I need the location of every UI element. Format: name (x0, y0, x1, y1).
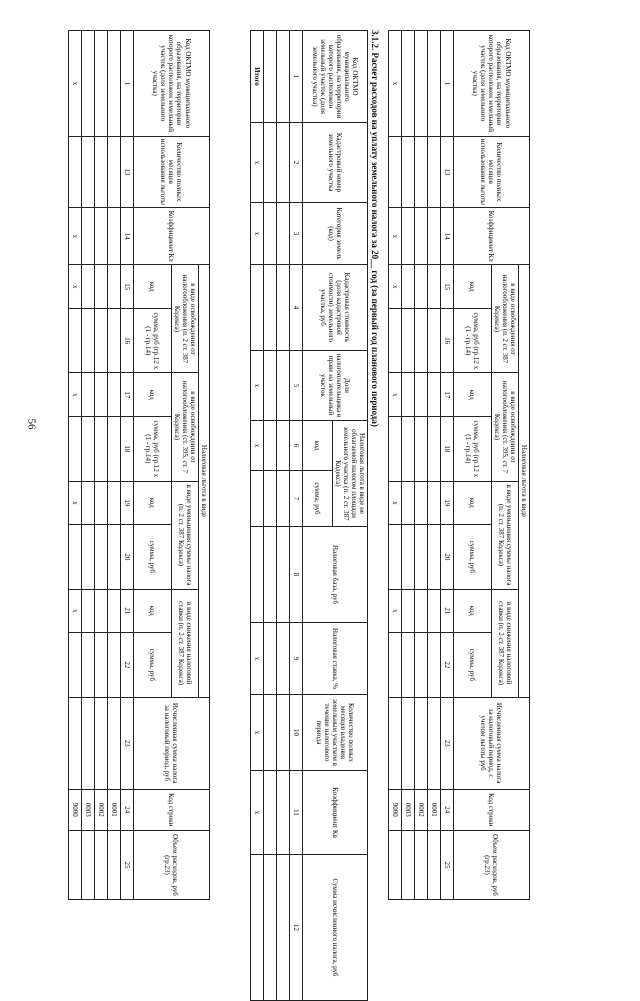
header-sum: сумма, руб (453, 525, 491, 589)
header-code: код (453, 373, 491, 417)
col-num: 16 (120, 309, 133, 373)
header-sum: сумма, руб (302, 471, 332, 527)
header-sum-formula: сумма, руб (гр.12 x (1 - гр.14) (133, 417, 171, 481)
row-code: 0002 (414, 789, 427, 830)
header-benefit: Налоговая льгота в виде (518, 265, 529, 697)
table-row (427, 31, 440, 900)
header-kl: Коэффициент Кл (453, 207, 529, 264)
header-group-4: в виде снижения налоговой ставки (п. 2 ст. 387 Кодекса) (171, 589, 198, 697)
table-row (414, 31, 427, 900)
col-num: 13 (440, 136, 453, 207)
row-code: 9000 (388, 789, 401, 830)
row-code: 9000 (68, 789, 81, 830)
header-code: код (133, 373, 171, 417)
col-num: 18 (120, 417, 133, 481)
x-mark: x (388, 265, 401, 309)
header-code: код (302, 421, 332, 471)
x-mark: x (68, 265, 81, 309)
col-num: 3 (289, 203, 302, 265)
rotated-page-content (70, 30, 530, 977)
col-num: 24 (440, 789, 453, 830)
header-code: код (453, 265, 491, 309)
section-title: 3.1.2. Расчет расходов на уплату земельного налога за 20__ год (за первый год планового периода) (370, 30, 380, 427)
page-number: 56 (25, 418, 38, 430)
x-mark: x (250, 123, 263, 203)
header-code: код (133, 589, 171, 633)
col-num: 15 (120, 265, 133, 309)
col-num: 25 (120, 830, 133, 899)
col-num: 7 (289, 471, 302, 527)
header-oktmo: Код ОКТМО муниципального образования, на территории которого расположен земельный участок (доля земельного участка) (453, 31, 529, 137)
x-mark: x (388, 373, 401, 417)
row-code: 0001 (107, 789, 120, 830)
header-kl: Коэффициент Кл (133, 207, 209, 264)
x-mark: x (388, 31, 401, 137)
x-mark: x (68, 207, 81, 264)
col-num: 15 (440, 265, 453, 309)
header-volume: Объем расходов, руб (гр.23) (133, 830, 209, 899)
table-row (276, 31, 289, 1001)
col-num: 24 (120, 789, 133, 830)
header-benefit: Налоговая льгота в виде (198, 265, 209, 697)
header-calc-tax: Сумма исчисленного налога, руб (302, 855, 367, 1001)
x-mark: x (68, 373, 81, 417)
benefits-table-bottom (68, 30, 210, 900)
x-mark: x (250, 771, 263, 855)
table-row (81, 31, 94, 900)
header-rowcode: Код строки (133, 789, 209, 830)
header-sum-formula: сумма, руб (гр.12 x (1 - гр.14) (453, 309, 491, 373)
table-row (401, 31, 414, 900)
x-mark: x (250, 351, 263, 421)
col-num: 17 (120, 373, 133, 417)
col-num: 14 (440, 207, 453, 264)
col-num: 22 (440, 633, 453, 697)
col-num: 22 (120, 633, 133, 697)
x-mark: x (388, 589, 401, 633)
col-num: 21 (440, 589, 453, 633)
x-mark: x (250, 203, 263, 265)
header-group-1: в виде освобождения от налогообложения (п. 2 ст. 387 Кодекса) (491, 265, 518, 373)
header-group-1: в виде освобождения от налогообложения (п. 2 ст. 387 Кодекса) (171, 265, 198, 373)
header-code: код (453, 589, 491, 633)
total-row (250, 31, 263, 1001)
header-sum: сумма, руб (133, 525, 171, 589)
header-months: Количество полных месяцев использования льготы (133, 136, 209, 207)
header-calc: Исчисленная сумма налога за налоговый период, с учетом льготы руб (453, 697, 529, 789)
header-tax-rate: Налоговая ставка, % (302, 623, 367, 695)
table-row (263, 31, 276, 1001)
total-label: Итого (250, 31, 263, 123)
col-num: 23 (440, 697, 453, 789)
col-num: 2 (289, 123, 302, 203)
header-tax-base: Налоговая база, руб (302, 527, 367, 623)
col-num: 19 (120, 481, 133, 525)
benefits-table-top (388, 30, 530, 900)
tax-calculation-table (250, 30, 368, 1001)
header-sum: сумма, руб (453, 633, 491, 697)
col-num: 12 (289, 855, 302, 1001)
x-mark: x (68, 589, 81, 633)
header-group-2: в виде освобождения от налогообложения (ст. 395, ст. 7 Кодекса) (171, 373, 198, 481)
header-cadastral-value: Кадастровая стоимость (доля кадастровой стоимости) земельного участка, руб (302, 265, 367, 351)
col-num: 19 (440, 481, 453, 525)
table-row (388, 31, 401, 900)
row-code: 0001 (427, 789, 440, 830)
col-num: 11 (289, 771, 302, 855)
col-num: 1 (289, 31, 302, 123)
col-num: 13 (120, 136, 133, 207)
col-num: 8 (289, 527, 302, 623)
header-share: Доля налогоплательщика в праве на земельный участок (302, 351, 367, 421)
row-code: 0003 (81, 789, 94, 830)
header-group-4: в виде снижения налоговой ставки (п. 2 ст. 387 Кодекса) (491, 589, 518, 697)
col-num: 21 (120, 589, 133, 633)
header-code: код (453, 481, 491, 525)
header-sum: сумма, руб (133, 633, 171, 697)
table-row (107, 31, 120, 900)
col-num: 14 (120, 207, 133, 264)
x-mark: x (68, 31, 81, 137)
header-rowcode: Код строки (453, 789, 529, 830)
x-mark: x (388, 207, 401, 264)
x-mark: x (250, 695, 263, 771)
column-numbers-row (289, 31, 302, 1001)
header-group-3: в виде уменьшения суммы налога (п. 2 ст. 387 Кодекса) (171, 481, 198, 589)
col-num: 25 (440, 830, 453, 899)
row-code: 0002 (94, 789, 107, 830)
col-num: 20 (440, 525, 453, 589)
header-cadastral-number: Кадастровый номер земельного участка (302, 123, 367, 203)
column-numbers-row (120, 31, 133, 900)
table-row (94, 31, 107, 900)
row-code: 0003 (401, 789, 414, 830)
header-volume: Объем расходов, руб (гр.23) (453, 830, 529, 899)
column-numbers-row (440, 31, 453, 900)
x-mark: x (388, 481, 401, 525)
col-num: 17 (440, 373, 453, 417)
header-sum-formula: сумма, руб (гр.12 x (1 - гр.14) (133, 309, 171, 373)
header-code: код (133, 265, 171, 309)
header-nontax-area: Налоговая льгота в виде не облагаемой налогом площади земельного участка (п. 2 ст. 387 Кодекса) (332, 421, 367, 527)
x-mark: x (250, 623, 263, 695)
col-num: 1 (440, 31, 453, 137)
col-num: 4 (289, 265, 302, 351)
table-row (68, 31, 81, 900)
col-num: 6 (289, 421, 302, 471)
header-months-ownership: Количество полных месяцев владения земельным участком в течение налогового периода (302, 695, 367, 771)
header-category: Категория земель (код) (302, 203, 367, 265)
header-months: Количество полных месяцев использования льготы (453, 136, 529, 207)
col-num: 9 (289, 623, 302, 695)
col-num: 16 (440, 309, 453, 373)
col-num: 23 (120, 697, 133, 789)
header-group-2: в виде освобождения от налогообложения (ст. 395, ст. 7 Кодекса) (491, 373, 518, 481)
header-kv: Коэффициент Кв (302, 771, 367, 855)
header-oktmo: Код ОКТМО муниципального образования, на территории которого расположен земельный участок (доля земельного участка) (133, 31, 209, 137)
col-num: 18 (440, 417, 453, 481)
header-calc: Исчисленная сумма налога за налоговый период, руб (133, 697, 209, 789)
header-sum-formula: сумма, руб (гр.12 x (1 - гр.14) (453, 417, 491, 481)
header-code: код (133, 481, 171, 525)
col-num: 1 (120, 31, 133, 137)
col-num: 5 (289, 351, 302, 421)
x-mark: x (250, 421, 263, 471)
header-oktmo: Код ОКТМО муниципального образования, на территории которого расположен земельный участок (доля земельного участка) (302, 31, 367, 123)
col-num: 10 (289, 695, 302, 771)
x-mark: x (68, 481, 81, 525)
header-group-3: в виде уменьшения суммы налога (п. 2 ст. 387 Кодекса) (491, 481, 518, 589)
col-num: 20 (120, 525, 133, 589)
